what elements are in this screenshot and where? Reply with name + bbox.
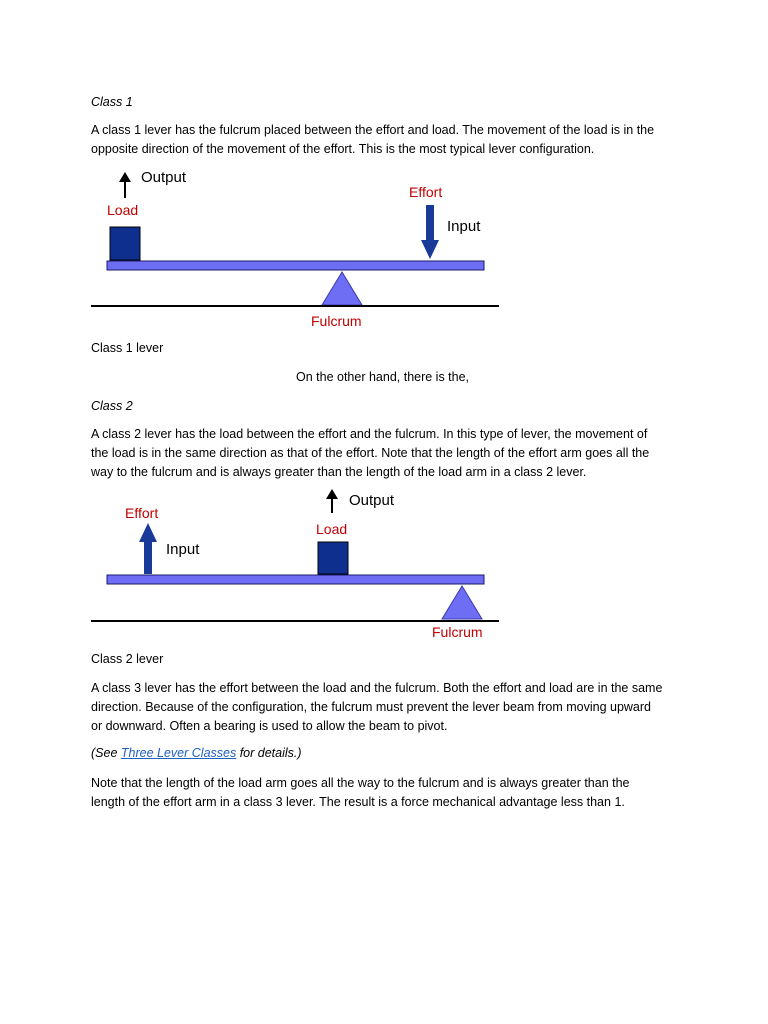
lever-beam: [107, 261, 484, 270]
three-lever-classes-link[interactable]: Three Lever Classes: [120, 746, 237, 760]
output-arrow-icon: [326, 489, 338, 513]
class2-lever-diagram: [0, 485, 768, 645]
final-paragraph-line: Note that the length of the load arm goes all the way to the fulcrum and is always greater than the: [91, 776, 630, 790]
see-note-prefix: (See: [91, 746, 121, 760]
fulcrum-triangle: [322, 272, 362, 305]
effort-down-arrow-icon: [421, 205, 439, 259]
class1-load-label: Load: [107, 202, 139, 218]
load-block: [110, 227, 140, 260]
class1-paragraph: [91, 121, 691, 159]
class2-paragraph-line: way to the fulcrum and is always greater than the length of the load arm in a class 2 lever.: [91, 465, 587, 479]
final-paragraph-line: length of the effort arm in a class 3 lever. The result is a force mechanical advantage less than 1.: [91, 795, 625, 809]
class1-heading: Class 1: [91, 95, 133, 109]
class2-paragraph-line: A class 2 lever has the load between the effort and the fulcrum. In this type of lever, the movement of: [91, 427, 648, 441]
class2-load-label: Load: [316, 521, 348, 537]
load-block: [318, 542, 348, 574]
final-paragraph: [91, 774, 691, 812]
class3-paragraph-line: direction. Because of the configuration, the fulcrum must prevent the lever beam from moving upward: [91, 700, 652, 714]
see-note-suffix: for details.): [236, 746, 302, 760]
effort-up-arrow-icon: [139, 523, 157, 574]
class2-paragraph-line: the load is in the same direction as that of the effort. Note that the length of the effort arm goes all the: [91, 446, 650, 460]
class3-paragraph-line: or downward. Often a bearing is used to allow the beam to pivot.: [91, 719, 448, 733]
output-arrow-icon: [119, 172, 131, 198]
class2-paragraph: [91, 425, 691, 482]
class1-input-label: Input: [447, 218, 481, 235]
fulcrum-triangle: [442, 586, 482, 619]
class1-paragraph-line: opposite direction of the movement of the effort. This is the most typical lever configuration.: [91, 142, 595, 156]
class1-caption: Class 1 lever: [91, 341, 164, 355]
see-note: [91, 744, 691, 763]
class2-fulcrum-label: Fulcrum: [432, 624, 483, 640]
class2-input-label: Input: [166, 541, 200, 558]
class1-output-label: Output: [141, 169, 187, 186]
class2-heading: Class 2: [91, 399, 133, 413]
class1-paragraph-line: A class 1 lever has the fulcrum placed between the effort and load. The movement of the load is in the: [91, 123, 655, 137]
class1-fulcrum-label: Fulcrum: [311, 313, 362, 329]
transition-text: On the other hand, there is the,: [296, 370, 470, 384]
class2-effort-label: Effort: [125, 505, 159, 521]
class3-paragraph-line: A class 3 lever has the effort between the load and the fulcrum. Both the effort and load are in the same: [91, 681, 663, 695]
class1-lever-diagram: [0, 160, 768, 335]
class1-effort-label: Effort: [409, 184, 443, 200]
class2-output-label: Output: [349, 492, 395, 509]
class3-paragraph: [91, 679, 691, 736]
lever-beam: [107, 575, 484, 584]
class2-caption: Class 2 lever: [91, 652, 164, 666]
